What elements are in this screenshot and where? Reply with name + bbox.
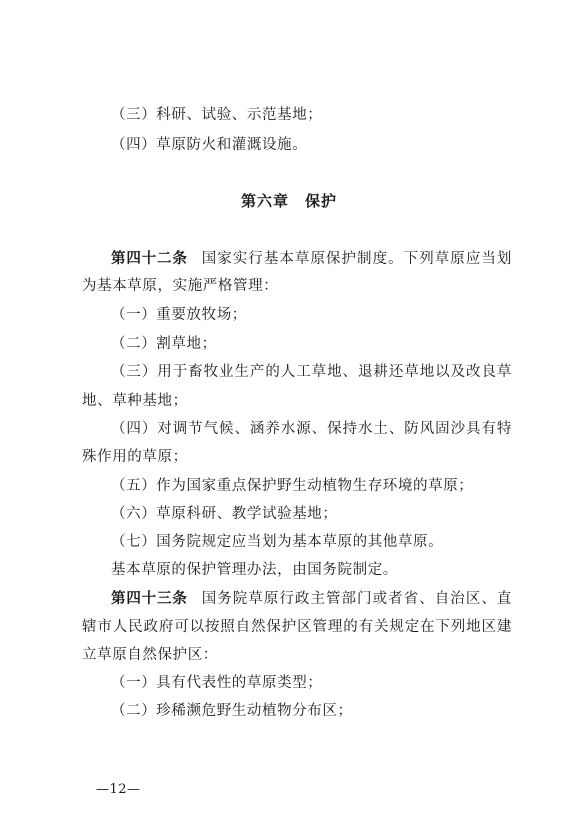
list-item: （二）割草地； xyxy=(111,336,217,352)
page-number: —12— xyxy=(96,782,141,797)
list-item: （七）国务院规定应当划为基本草原的其他草原。 xyxy=(111,534,444,550)
list-item-continued: 地、草种基地； xyxy=(82,393,188,409)
list-item: （五）作为国家重点保护野生动植物生存环境的草原； xyxy=(111,478,474,494)
article-42-closing: 基本草原的保护管理办法，由国务院制定。 xyxy=(111,562,398,578)
list-item: （一）具有代表性的草原类型； xyxy=(111,675,323,691)
chapter-title: 第六章 保护 xyxy=(240,192,337,210)
list-item: （二）珍稀濒危野生动植物分布区； xyxy=(111,703,353,719)
list-item: （三）用于畜牧业生产的人工草地、退耕还草地以及改良草 xyxy=(111,364,512,380)
list-item: （一）重要放牧场； xyxy=(111,307,247,323)
article-43-text-continued: 辖市人民政府可以按照自然保护区管理的有关规定在下列地区建 xyxy=(82,619,512,635)
article-42-first-line xyxy=(111,249,512,269)
article-42-text: 国家实行基本草原保护制度。下列草原应当划 xyxy=(201,251,512,267)
list-item: （三）科研、试验、示范基地； xyxy=(111,107,323,123)
list-item-continued: 殊作用的草原； xyxy=(82,449,188,465)
article-43-first-line xyxy=(111,589,512,609)
list-item: （四）对调节气候、涵养水源、保持水土、防风固沙具有特 xyxy=(111,421,512,437)
article-43-label: 第四十三条 xyxy=(111,591,188,607)
list-item: （六）草原科研、教学试验基地； xyxy=(111,506,338,522)
article-42-label: 第四十二条 xyxy=(111,251,188,267)
list-item: （四）草原防火和灌溉设施。 xyxy=(111,137,308,153)
article-43-text: 国务院草原行政主管部门或者省、自治区、直 xyxy=(201,591,512,607)
article-42-text-continued: 为基本草原，实施严格管理： xyxy=(82,278,279,294)
article-43-text-continued: 立草原自然保护区： xyxy=(82,647,218,663)
